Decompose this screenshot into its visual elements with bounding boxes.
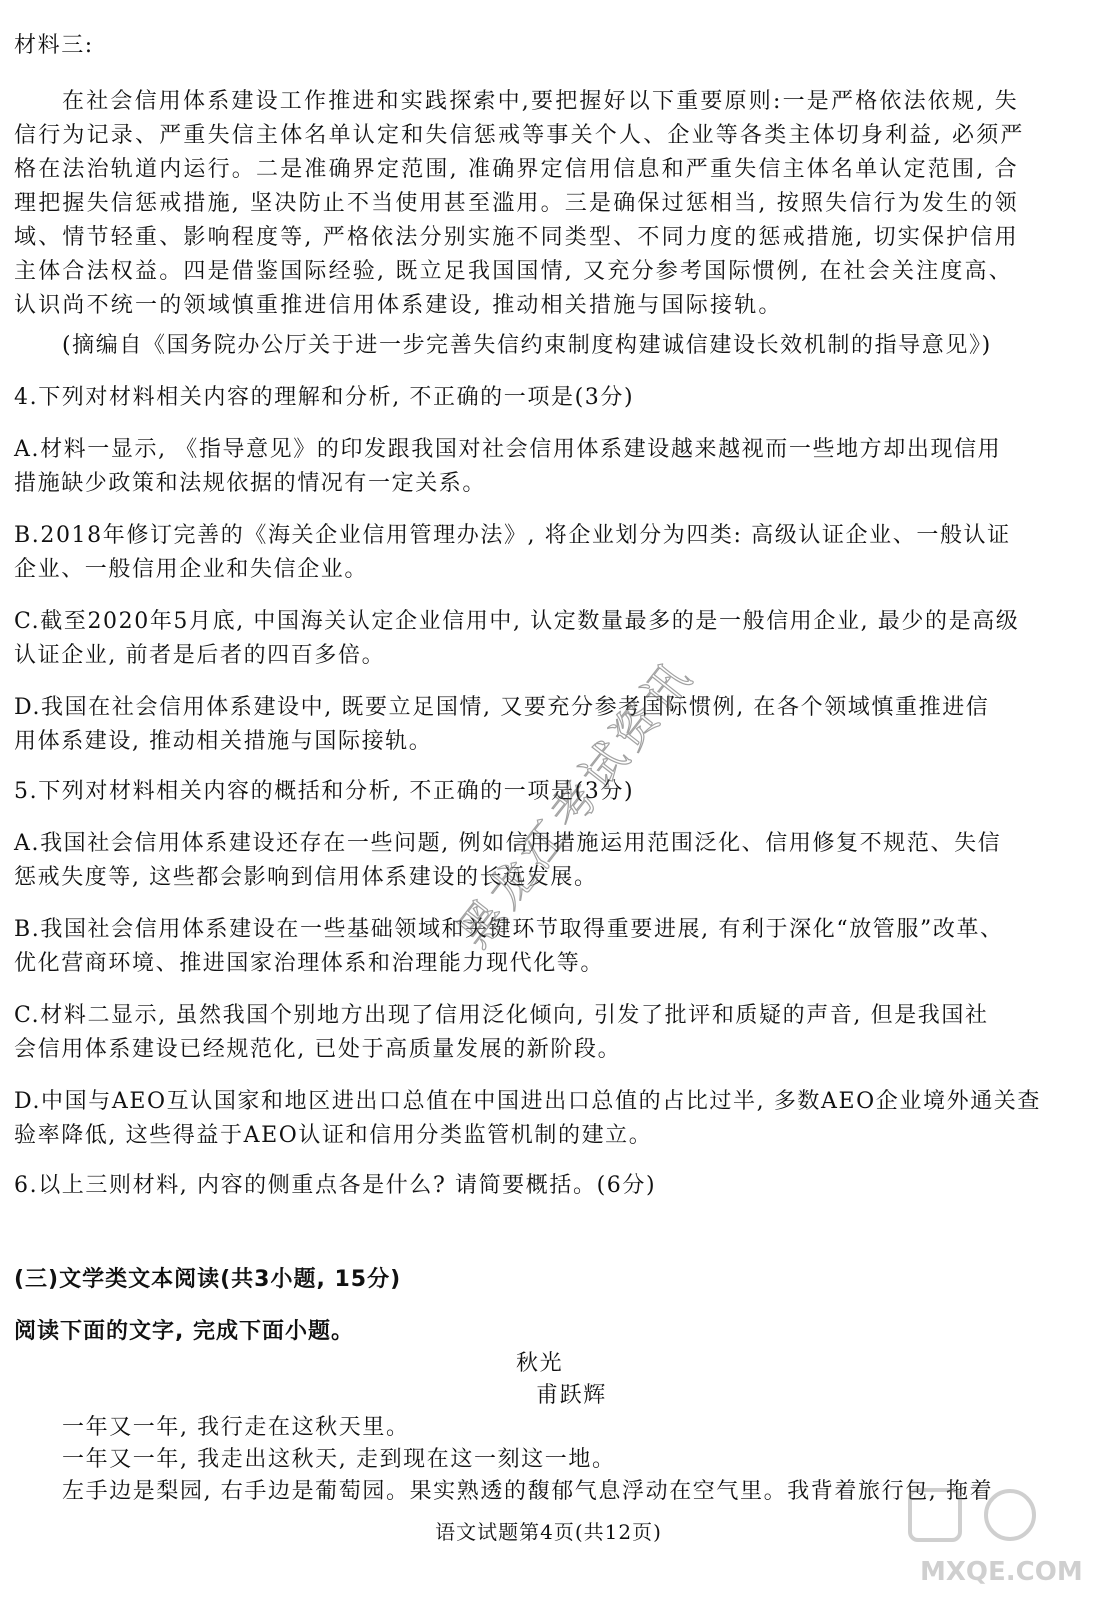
- story-line-1: 一年又一年, 我行走在这秋天里。: [62, 1415, 410, 1440]
- logo-text: MXQE.COM: [920, 1557, 1083, 1587]
- q4-option-c-line-2: 认证企业, 前者是后者的四百多倍。: [14, 643, 386, 668]
- story-line-3: 左手边是梨园, 右手边是葡萄园。果实熟透的馥郁气息浮动在空气里。我背着旅行包, 拖着: [62, 1479, 994, 1504]
- q4-option-c-line-1: C.截至2020年5月底, 中国海关认定企业信用中, 认定数量最多的是一般信用企业, 最少的是高级: [14, 609, 1020, 634]
- q6-stem: 6.以上三则材料, 内容的侧重点各是什么? 请简要概括。(6分): [14, 1173, 657, 1198]
- q4-stem: 4.下列对材料相关内容的理解和分析, 不正确的一项是(3分): [14, 385, 635, 410]
- q4-option-d-line-2: 用体系建设, 推动相关措施与国际接轨。: [14, 729, 433, 754]
- q5-option-b-line-1: B.我国社会信用体系建设在一些基础领域和关键环节取得重要进展, 有利于深化“放管服”改革、: [14, 917, 1004, 942]
- watermark-text: 黑龙江考试资讯: [448, 649, 705, 957]
- q5-option-d-line-2: 验率降低, 这些得益于AEO认证和信用分类监管机制的建立。: [14, 1123, 653, 1148]
- logo-circle: [986, 1491, 1034, 1539]
- material3-line-3: 格在法治轨道内运行。二是准确界定范围, 准确界定信用信息和严重失信主体名单认定范围, 合: [14, 157, 1019, 182]
- material3-line-5: 域、情节轻重、影响程度等, 严格依法分别实施不同类型、不同力度的惩戒措施, 切实保护信用: [14, 225, 1019, 250]
- q4-option-d-line-1: D.我国在社会信用体系建设中, 既要立足国情, 又要充分参考国际惯例, 在各个领域慎重推进信: [14, 695, 990, 720]
- q4-option-a-line-2: 措施缺少政策和法规依据的情况有一定关系。: [14, 471, 487, 496]
- q5-option-a-line-2: 惩戒失度等, 这些都会影响到信用体系建设的长远发展。: [14, 865, 598, 890]
- page-footer: 语文试题第4页(共12页): [435, 1520, 662, 1544]
- q5-option-d-line-1: D.中国与AEO互认国家和地区进出口总值在中国进出口总值的占比过半, 多数AEO企业境外通关查: [14, 1089, 1042, 1114]
- logo-box: [910, 1490, 960, 1540]
- corner-logo-watermark: [900, 1470, 1090, 1590]
- material3-line-2: 信行为记录、严重失信主体名单认定和失信惩戒等事关个人、企业等各类主体切身利益, 必须严: [14, 123, 1025, 148]
- material3-line-4: 理把握失信惩戒措施, 坚决防止不当使用甚至滥用。三是确保过惩相当, 按照失信行为发生的领: [14, 191, 1019, 216]
- story-line-2: 一年又一年, 我走出这秋天, 走到现在这一刻这一地。: [62, 1447, 616, 1472]
- material3-line-6: 主体合法权益。四是借鉴国际经验, 既立足我国国情, 又充分参考国际惯例, 在社会关注度高、: [14, 259, 1013, 284]
- q5-stem: 5.下列对材料相关内容的概括和分析, 不正确的一项是(3分): [14, 779, 635, 804]
- q4-option-b-line-1: B.2018年修订完善的《海关企业信用管理办法》, 将企业划分为四类: 高级认证企业、一般认证: [14, 523, 1011, 548]
- material3-source: (摘编自《国务院办公厅关于进一步完善失信约束制度构建诚信建设长效机制的指导意见》): [62, 333, 992, 358]
- section3-heading: (三)文学类文本阅读(共3小题, 15分): [14, 1267, 402, 1292]
- story-author: 甫跃辉: [536, 1383, 607, 1408]
- q5-option-b-line-2: 优化营商环境、推进国家治理体系和治理能力现代化等。: [14, 951, 605, 976]
- material3-line-1: 在社会信用体系建设工作推进和实践探索中,要把握好以下重要原则:一是严格依法依规, 失: [62, 89, 1019, 114]
- q5-option-c-line-1: C.材料二显示, 虽然我国个别地方出现了信用泛化倾向, 引发了批评和质疑的声音, 但是我国社: [14, 1003, 989, 1028]
- q5-option-a-line-1: A.我国社会信用体系建设还存在一些问题, 例如信用措施运用范围泛化、信用修复不规范、失信: [14, 831, 1002, 856]
- material3-line-7: 认识尚不统一的领域慎重推进信用体系建设, 推动相关措施与国际接轨。: [14, 293, 783, 318]
- q4-option-a-line-1: A.材料一显示, 《指导意见》的印发跟我国对社会信用体系建设越来越视而一些地方却出现信用: [14, 437, 1002, 462]
- q4-option-b-line-2: 企业、一般信用企业和失信企业。: [14, 557, 369, 582]
- material3-heading: 材料三:: [14, 33, 94, 58]
- section3-instruction: 阅读下面的文字, 完成下面小题。: [14, 1319, 355, 1344]
- q5-option-c-line-2: 会信用体系建设已经规范化, 已处于高质量发展的新阶段。: [14, 1037, 622, 1062]
- story-title: 秋光: [516, 1351, 564, 1376]
